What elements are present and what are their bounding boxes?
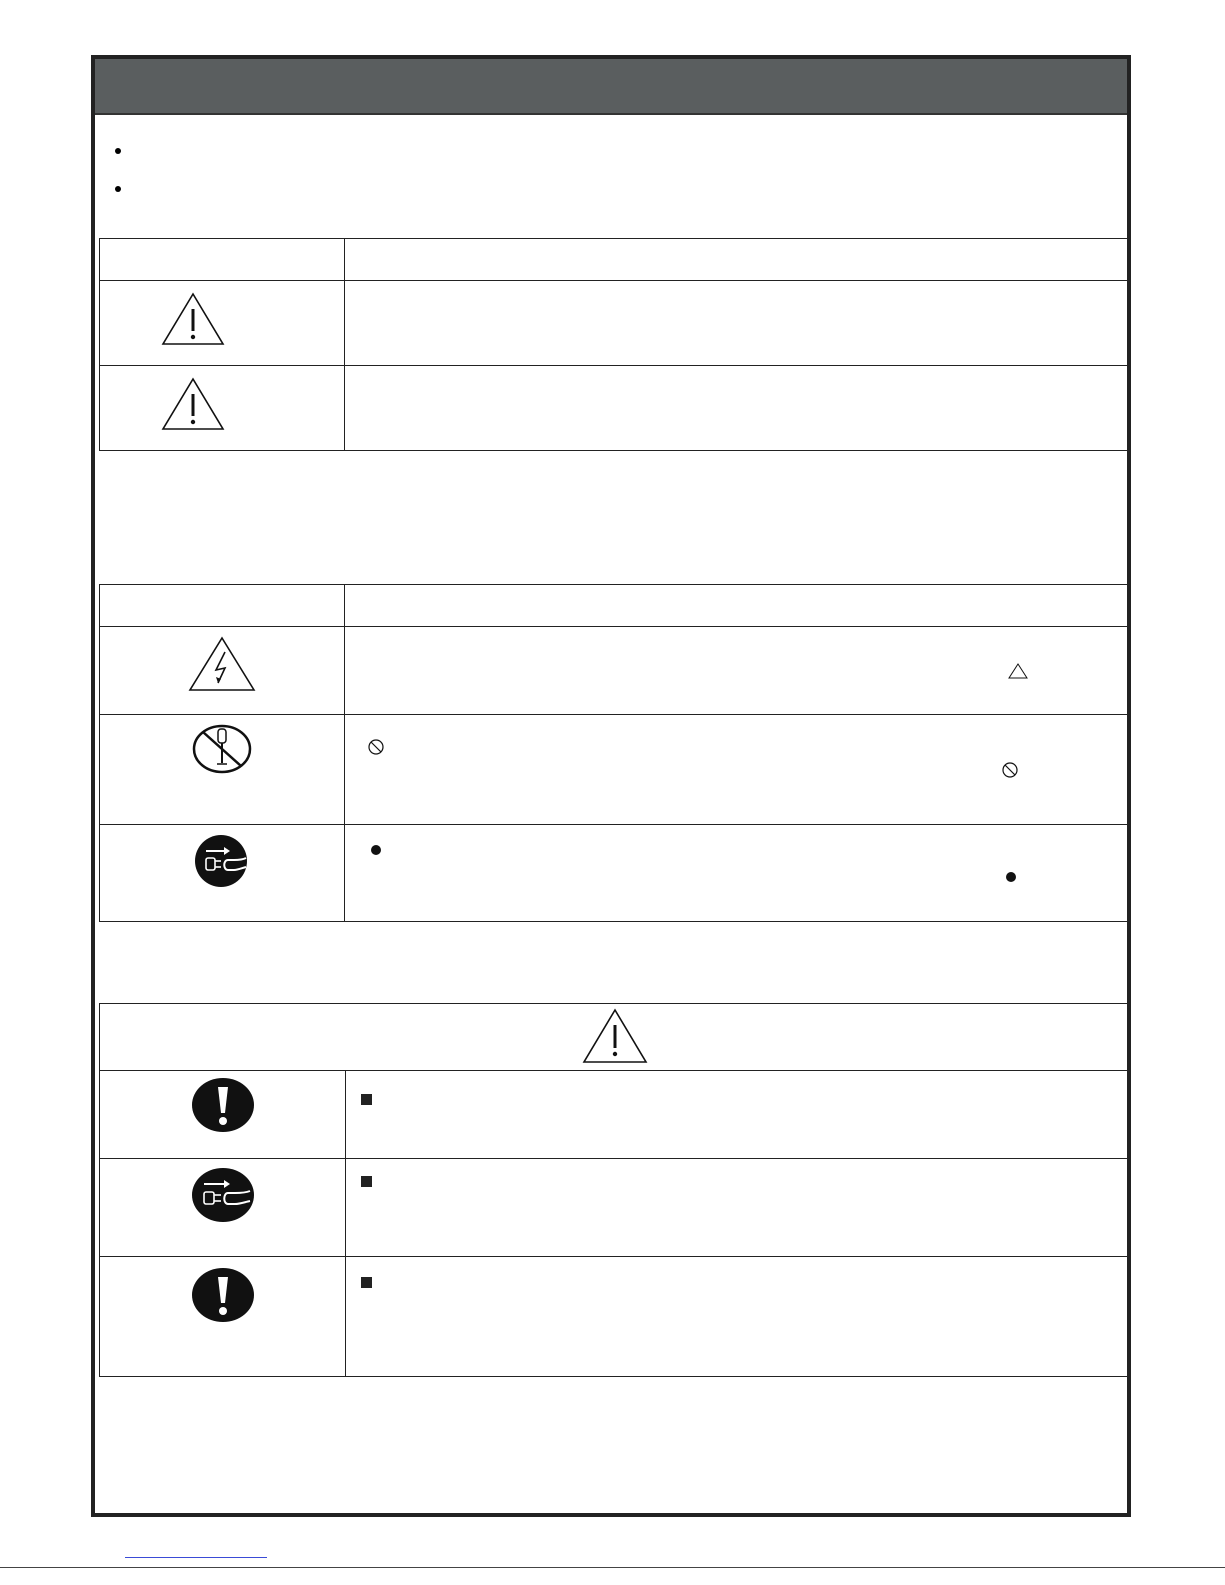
table-row [100, 281, 1130, 366]
small-prohibited-icon [367, 738, 385, 756]
mandatory-exclamation-icon [190, 1077, 256, 1133]
table-header-row [100, 239, 1130, 281]
mandatory-exclamation-icon [190, 1267, 256, 1323]
small-dot-icon [1006, 872, 1016, 882]
table-row [100, 1159, 1130, 1257]
section-header-bar [95, 59, 1127, 115]
symbol-explanation-table [99, 584, 1130, 922]
warning-items-table [99, 1003, 1130, 1377]
bullet-point [115, 148, 121, 154]
table-row [100, 366, 1130, 451]
small-triangle-icon [1007, 662, 1029, 680]
square-bullet-icon [361, 1277, 372, 1288]
warning-triangle-icon [581, 1007, 649, 1065]
unplug-icon [194, 834, 250, 888]
warning-triangle-icon [160, 291, 226, 347]
safety-precautions-frame [91, 55, 1131, 1517]
no-disassembly-icon [191, 723, 253, 775]
bullet-point [115, 186, 121, 192]
table-row [100, 627, 1130, 715]
footer-link-underline[interactable] [125, 1557, 267, 1558]
table-row [100, 825, 1130, 922]
table-row [100, 1071, 1130, 1159]
table-row [100, 1257, 1130, 1377]
electric-shock-triangle-icon [187, 635, 257, 693]
small-prohibited-icon [1001, 761, 1019, 779]
page-bottom-rule [0, 1567, 1225, 1568]
table-header-row [100, 585, 1130, 627]
warning-header-row [100, 1004, 1130, 1071]
small-dot-icon [371, 845, 381, 855]
table-row [100, 715, 1130, 825]
unplug-icon [190, 1167, 256, 1223]
square-bullet-icon [361, 1176, 372, 1187]
signal-word-table [99, 238, 1130, 451]
square-bullet-icon [361, 1094, 372, 1105]
warning-triangle-icon [160, 376, 226, 432]
